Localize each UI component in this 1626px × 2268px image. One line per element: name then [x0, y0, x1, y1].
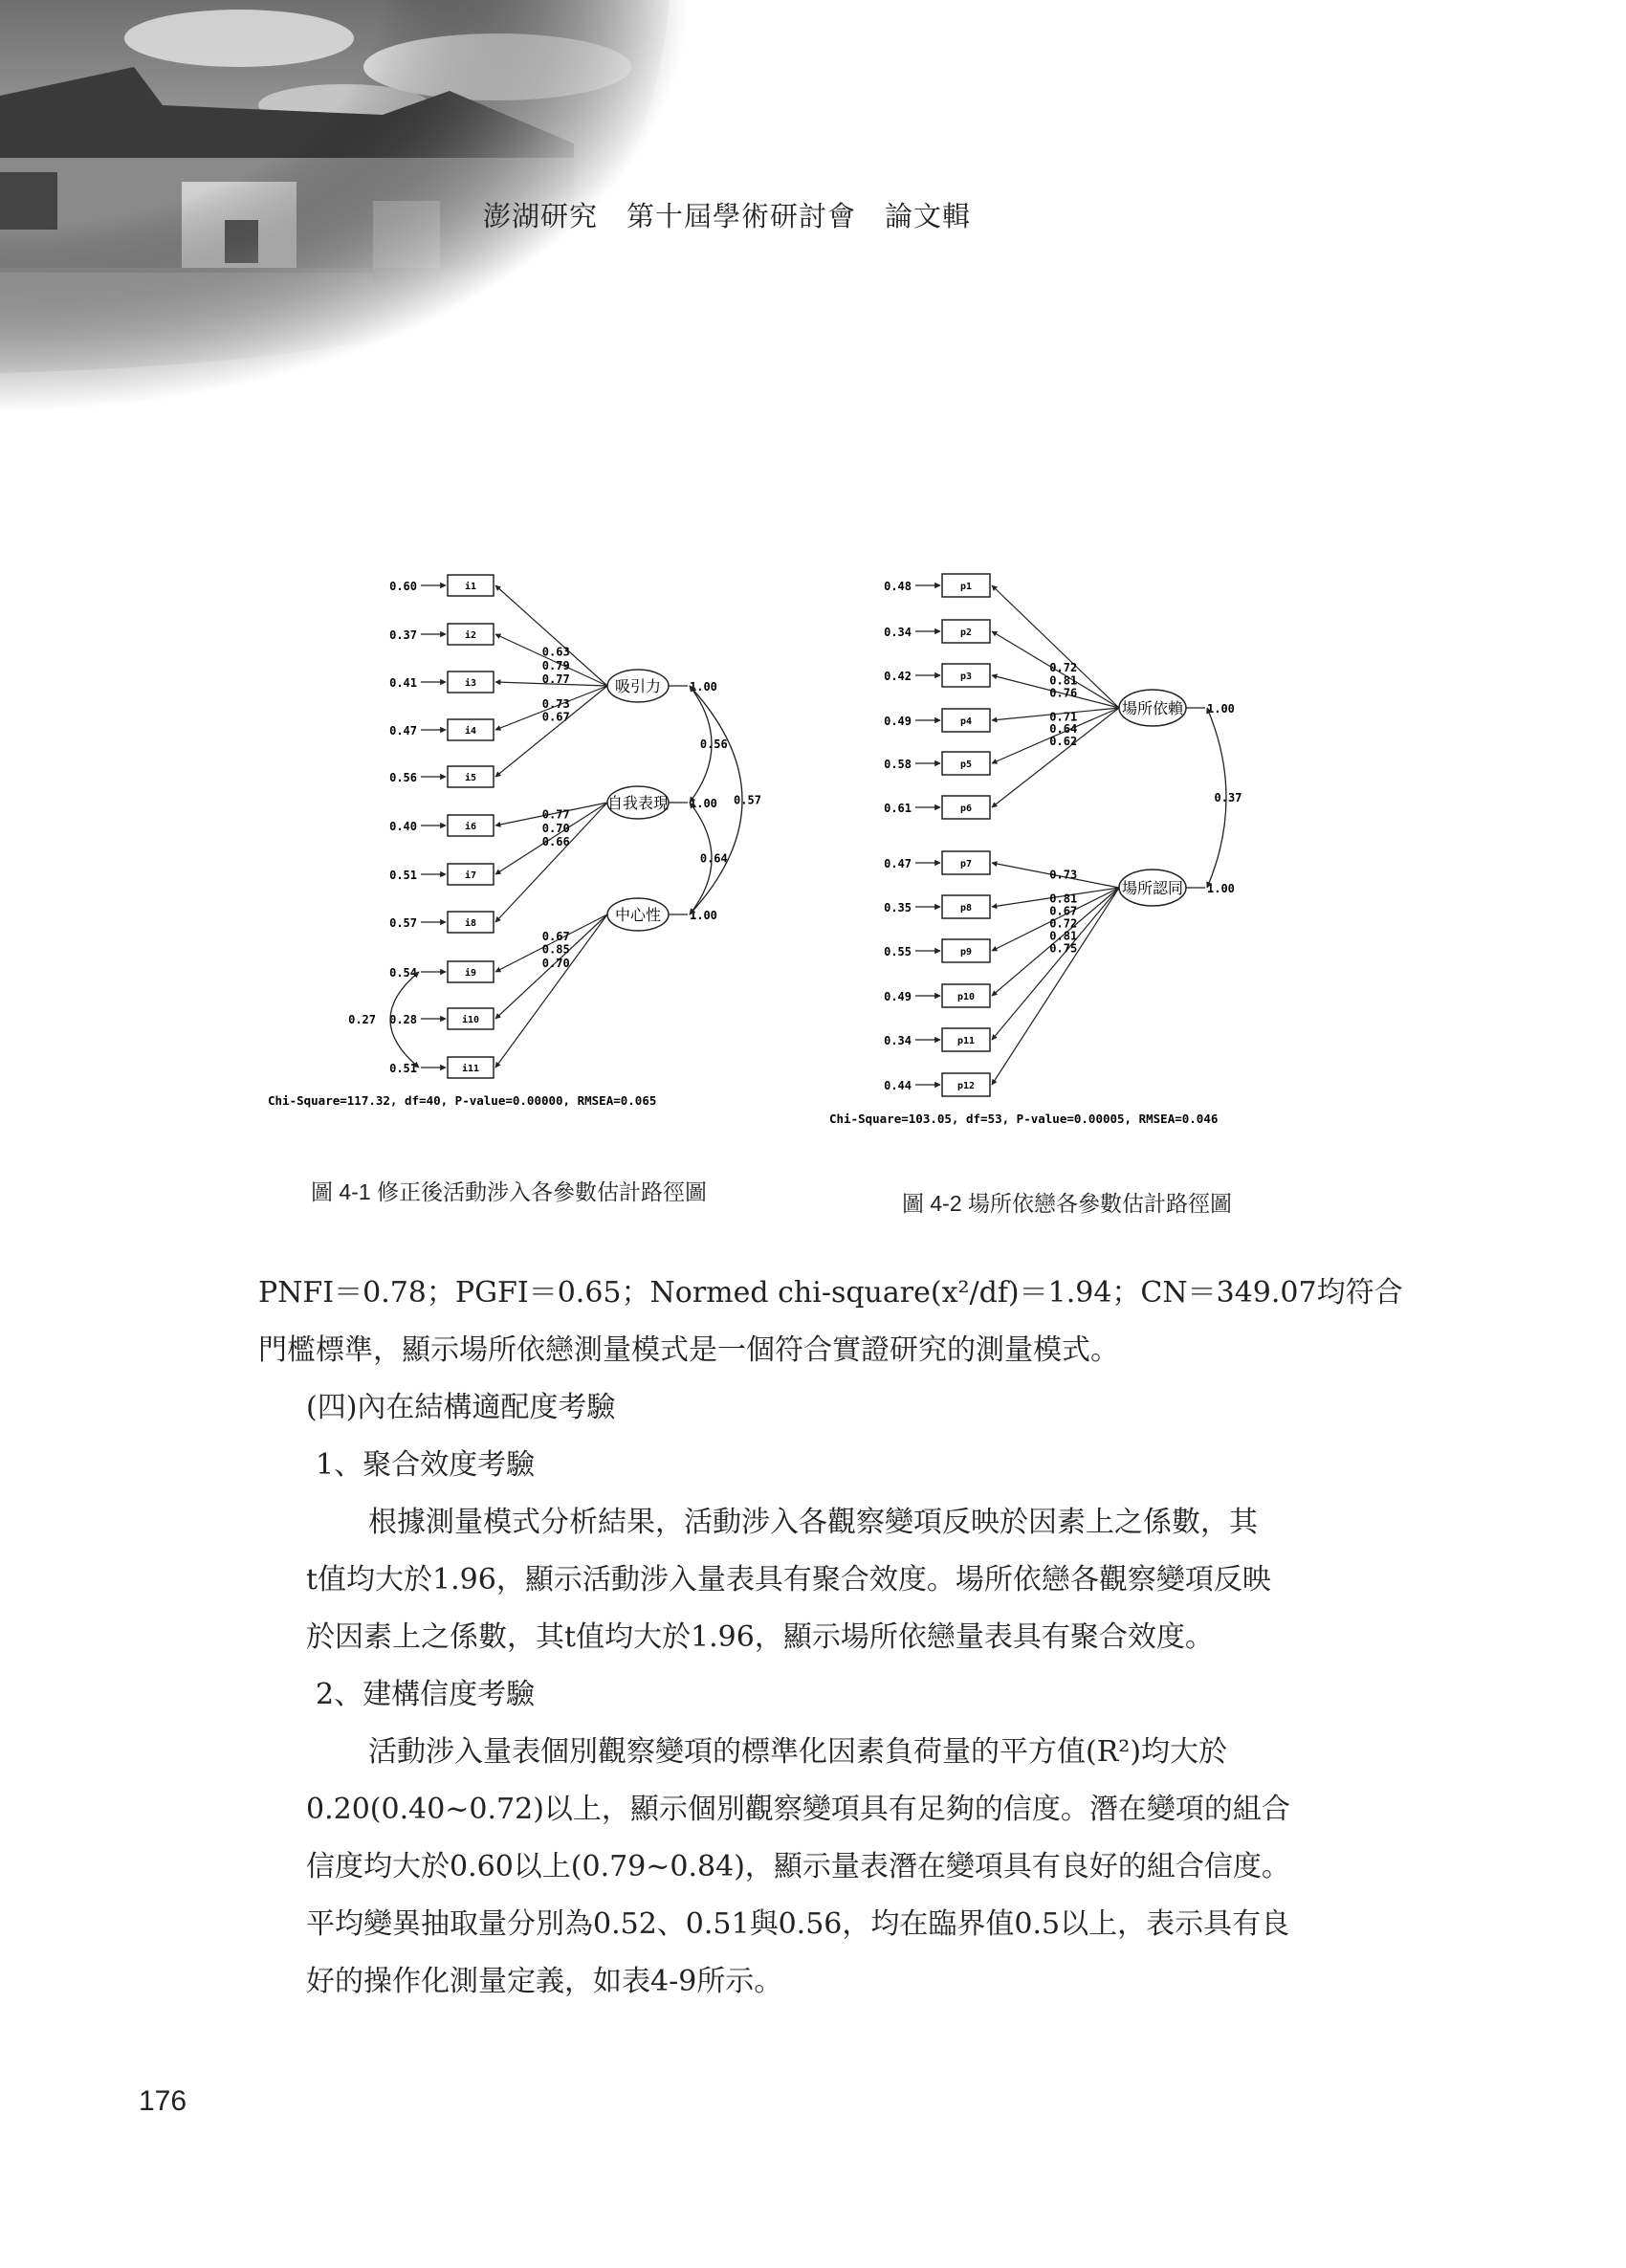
- factor-loading-label: 0.81: [1049, 929, 1078, 943]
- error-variance-label: 0.56: [389, 771, 417, 784]
- factor-loading-label: 0.62: [1049, 735, 1078, 749]
- body-line: 0.20(0.40~0.72)以上，顯示個別觀察變項具有足夠的信度。潛在變項的組合: [306, 1793, 1290, 1826]
- error-variance-label: 0.60: [389, 580, 417, 593]
- indicator-label: p5: [959, 760, 973, 770]
- factor-loading-label: 0.66: [541, 835, 570, 848]
- indicator-label: p9: [959, 947, 973, 958]
- error-variance-label: 0.47: [389, 724, 417, 738]
- body-line: 信度均大於0.60以上(0.79~0.84)，顯示量表潛在變項具有良好的組合信度。: [306, 1850, 1290, 1883]
- indicator-label: p1: [959, 582, 973, 592]
- error-variance-label: 0.51: [389, 869, 417, 882]
- error-variance-label: 0.49: [884, 990, 912, 1003]
- indicator-label: i9: [464, 968, 477, 979]
- error-variance-label: 0.61: [884, 802, 912, 815]
- latent-factor-label: 場所認同: [1121, 879, 1184, 897]
- factor-loading-label: 0.67: [1049, 904, 1078, 918]
- factor-variance-label: 1.00: [690, 680, 717, 694]
- factor-loading-label: 0.72: [1049, 661, 1078, 675]
- fit-statistics-text: Chi-Square=117.32, df=40, P-value=0.00000, RMSEA=0.065: [268, 1093, 657, 1108]
- factor-loading-label: 0.67: [541, 929, 570, 943]
- body-line: 於因素上之係數，其t值均大於1.96，顯示場所依戀量表具有聚合效度。: [306, 1620, 1214, 1654]
- factor-correlation-label: 0.57: [734, 793, 761, 807]
- indicator-label: i2: [464, 630, 477, 641]
- error-variance-label: 0.28: [389, 1013, 417, 1026]
- factor-loading-label: 0.70: [541, 956, 570, 970]
- factor-loading-label: 0.72: [1049, 916, 1078, 931]
- subsection-heading: 1、聚合效度考驗: [316, 1448, 536, 1482]
- factor-loading-label: 0.63: [541, 645, 570, 659]
- indicator-label: p11: [956, 1036, 976, 1046]
- body-line: PNFI＝0.78；PGFI＝0.65；Normed chi-square(x²/df)＝1.94；CN＝349.07均符合: [258, 1276, 1403, 1310]
- factor-variance-label: 1.00: [690, 797, 717, 810]
- indicator-label: p2: [959, 628, 973, 638]
- factor-loading-label: 0.71: [1049, 710, 1078, 724]
- latent-factor-label: 自我表現: [606, 794, 670, 812]
- indicator-label: p4: [959, 716, 973, 727]
- indicator-label: i1: [464, 582, 477, 592]
- indicator-label: i10: [461, 1015, 480, 1025]
- factor-loading-label: 0.77: [541, 672, 570, 686]
- path-diagram-place-attachment: [818, 555, 1392, 1129]
- factor-loading-label: 0.73: [1049, 868, 1078, 882]
- error-covariance-label: 0.27: [348, 1013, 376, 1026]
- indicator-label: i8: [464, 918, 477, 929]
- factor-variance-label: 1.00: [1207, 882, 1235, 895]
- factor-loading-label: 0.67: [541, 710, 570, 724]
- indicator-label: p7: [959, 859, 973, 870]
- factor-loading-label: 0.64: [1049, 722, 1078, 737]
- factor-variance-label: 1.00: [1207, 702, 1235, 716]
- latent-factor-label: 吸引力: [614, 677, 662, 695]
- factor-loading-label: 0.77: [541, 807, 570, 822]
- page-number: 176: [139, 2085, 187, 2117]
- error-variance-label: 0.42: [884, 670, 912, 683]
- error-variance-label: 0.34: [884, 626, 912, 639]
- figure-4-1-caption: 圖 4-1 修正後活動涉入各參數估計路徑圖: [311, 1179, 708, 1204]
- factor-loading-label: 0.70: [541, 822, 570, 835]
- body-line: 活動涉入量表個別觀察變項的標準化因素負荷量的平方值(R²)均大於: [368, 1735, 1228, 1769]
- fit-statistics-text: Chi-Square=103.05, df=53, P-value=0.00005, RMSEA=0.046: [829, 1112, 1219, 1126]
- error-variance-label: 0.41: [389, 676, 417, 690]
- error-variance-label: 0.51: [389, 1062, 417, 1075]
- error-variance-label: 0.47: [884, 857, 912, 870]
- body-line: 根據測量模式分析結果，活動涉入各觀察變項反映於因素上之係數，其: [368, 1506, 1258, 1539]
- error-variance-label: 0.37: [389, 628, 417, 642]
- subsection-heading: 2、建構信度考驗: [316, 1678, 536, 1711]
- factor-loading-label: 0.76: [1049, 686, 1078, 700]
- error-variance-label: 0.44: [884, 1079, 912, 1092]
- error-variance-label: 0.55: [884, 945, 912, 958]
- indicator-label: p6: [959, 804, 973, 814]
- error-variance-label: 0.48: [884, 580, 912, 593]
- factor-loading-label: 0.73: [541, 696, 570, 711]
- indicator-label: p3: [959, 672, 973, 682]
- figure-4-2-caption: 圖 4-2 場所依戀各參數估計路徑圖: [902, 1191, 1233, 1216]
- error-variance-label: 0.34: [884, 1034, 912, 1047]
- latent-factor-label: 中心性: [614, 906, 662, 924]
- factor-loading-label: 0.81: [1049, 673, 1078, 688]
- error-variance-label: 0.35: [884, 901, 912, 914]
- error-variance-label: 0.49: [884, 715, 912, 728]
- running-header: 澎湖研究 第十屆學術研討會 論文輯: [483, 200, 972, 232]
- error-variance-label: 0.57: [389, 916, 417, 930]
- error-variance-label: 0.58: [884, 758, 912, 771]
- indicator-label: i7: [464, 870, 477, 881]
- path-diagram-activity-involvement: [258, 545, 794, 1119]
- factor-loading-label: 0.75: [1049, 941, 1078, 956]
- indicator-label: i5: [464, 773, 477, 783]
- error-variance-label: 0.40: [389, 820, 417, 833]
- factor-loading-label: 0.81: [1049, 892, 1078, 906]
- factor-correlation-label: 0.64: [699, 851, 728, 866]
- body-line: 平均變異抽取量分別為0.52、0.51與0.56，均在臨界值0.5以上，表示具有良: [306, 1907, 1290, 1941]
- body-line: 門檻標準，顯示場所依戀測量模式是一個符合實證研究的測量模式。: [258, 1333, 1119, 1367]
- body-line: 好的操作化測量定義，如表4-9所示。: [306, 1965, 783, 1998]
- indicator-label: i4: [464, 726, 477, 737]
- factor-loading-label: 0.85: [541, 942, 570, 957]
- factor-loading-label: 0.79: [541, 658, 570, 672]
- indicator-label: i3: [464, 678, 477, 689]
- factor-correlation-label: 0.37: [1214, 791, 1242, 804]
- indicator-label: p12: [956, 1081, 976, 1091]
- indicator-label: i6: [464, 822, 477, 832]
- indicator-label: i11: [461, 1064, 480, 1074]
- latent-factor-label: 場所依賴: [1121, 699, 1184, 717]
- section-heading: (四)內在結構適配度考驗: [306, 1391, 616, 1424]
- indicator-label: p10: [956, 992, 976, 1002]
- error-variance-label: 0.54: [389, 966, 417, 980]
- body-line: t值均大於1.96，顯示活動涉入量表具有聚合效度。場所依戀各觀察變項反映: [306, 1563, 1271, 1596]
- indicator-label: p8: [959, 903, 973, 914]
- factor-correlation-label: 0.56: [699, 738, 728, 751]
- factor-variance-label: 1.00: [690, 909, 717, 922]
